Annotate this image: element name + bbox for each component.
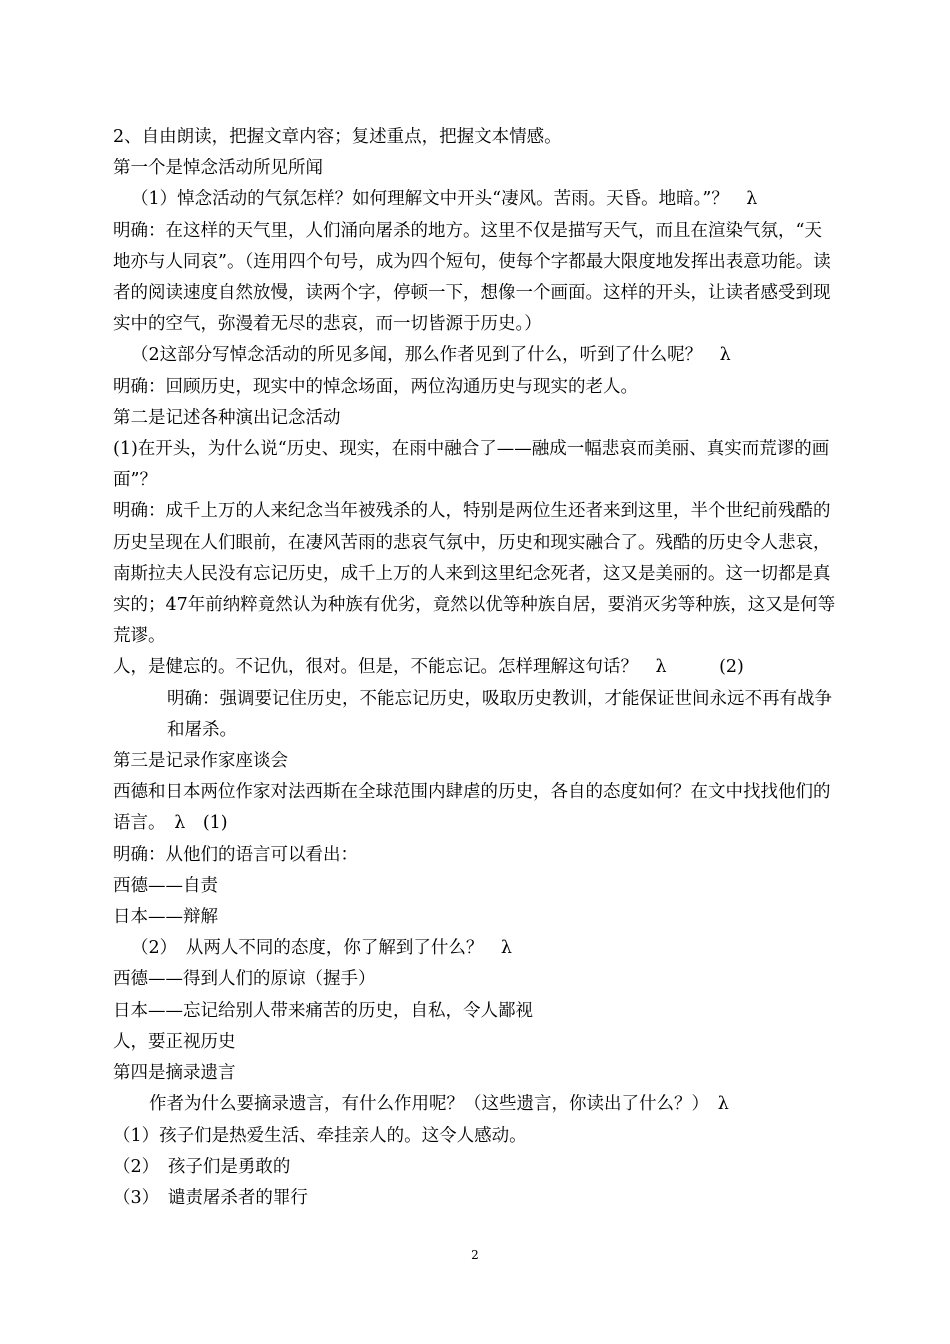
question: 西德和日本两位作家对法西斯在全球范围内肆虐的历史，各自的态度如何？在文中找找他们的语言。 λ (1)	[113, 782, 831, 834]
list-item: 西德——自责	[113, 875, 218, 896]
section-heading: 第四是摘录遗言	[113, 1063, 236, 1084]
answer: 明确：强调要记住历史，不能忘记历史，吸取历史教训，才能保证世间永远不再有战争和屠杀。	[167, 688, 832, 740]
list-item: （2） 孩子们是勇敢的	[113, 1156, 291, 1177]
answer: 明确：从他们的语言可以看出：	[113, 844, 358, 865]
question: （2这部分写悼念活动的所见多闻，那么作者见到了什么，听到了什么呢？ λ	[131, 345, 731, 366]
paragraph: 人，要正视历史	[113, 1031, 236, 1052]
question: 作者为什么要摘录遗言，有什么作用呢？（这些遗言，你读出了什么？） λ	[149, 1094, 729, 1115]
question: （2） 从两人不同的态度，你了解到了什么？ λ	[131, 938, 512, 959]
question: 人，是健忘的。不记仇，很对。但是，不能忘记。怎样理解这句话？ λ (2)	[113, 657, 744, 678]
section-heading: 第二是记述各种演出记念活动	[113, 407, 341, 428]
list-item: 日本——辩解	[113, 907, 218, 928]
paragraph: 2、自由朗读，把握文章内容；复述重点，把握文本情感。	[113, 127, 562, 147]
page-number: 2	[471, 1248, 479, 1262]
body-text	[113, 122, 839, 1214]
section-heading: 第一个是悼念活动所见所闻	[113, 158, 323, 179]
list-item: （1）孩子们是热爱生活、牵挂亲人的。这令人感动。	[113, 1125, 527, 1146]
answer: 明确：在这样的天气里，人们涌向屠杀的地方。这里不仅是描写天气，而且在渲染气氛，“天地亦与人同哀”。（连用四个句号，成为四个短句，使每个字都最大限度地发挥出表意功能。读者的阅读速度自然放慢，读两个字，停顿一下，想像一个画面。这样的开头，让读者感受到现实中的空气，弥漫着无尽的悲哀，而一切皆源于历史。）	[113, 220, 831, 335]
question: (1)在开头，为什么说“历史、现实，在雨中融合了——融成一幅悲哀而美丽、真实而荒谬的画面”？	[113, 439, 830, 491]
list-item: 日本——忘记给别人带来痛苦的历史，自私，令人鄙视	[113, 1000, 533, 1021]
list-item: （3） 谴责屠杀者的罪行	[113, 1187, 308, 1208]
section-heading: 第三是记录作家座谈会	[113, 751, 288, 772]
list-item: 西德——得到人们的原谅（握手）	[113, 969, 376, 990]
question: （1）悼念活动的气氛怎样？如何理解文中开头“凄风。苦雨。天昏。地暗。”？ λ	[131, 189, 758, 210]
answer: 明确：回顾历史，现实中的悼念场面，两位沟通历史与现实的老人。	[113, 376, 638, 397]
answer: 明确：成千上万的人来纪念当年被残杀的人，特别是两位生还者来到这里，半个世纪前残酷的历史呈现在人们眼前，在凄风苦雨的悲哀气氛中，历史和现实融合了。残酷的历史令人悲哀，南斯拉夫人民没有忘记历史，成千上万的人来到这里纪念死者，这又是美丽的。这一切都是真实的；47年前纳粹竟然认为种族有优劣，竟然以优等种族自居，要消灭劣等种族，这又是何等荒谬。	[113, 501, 836, 647]
